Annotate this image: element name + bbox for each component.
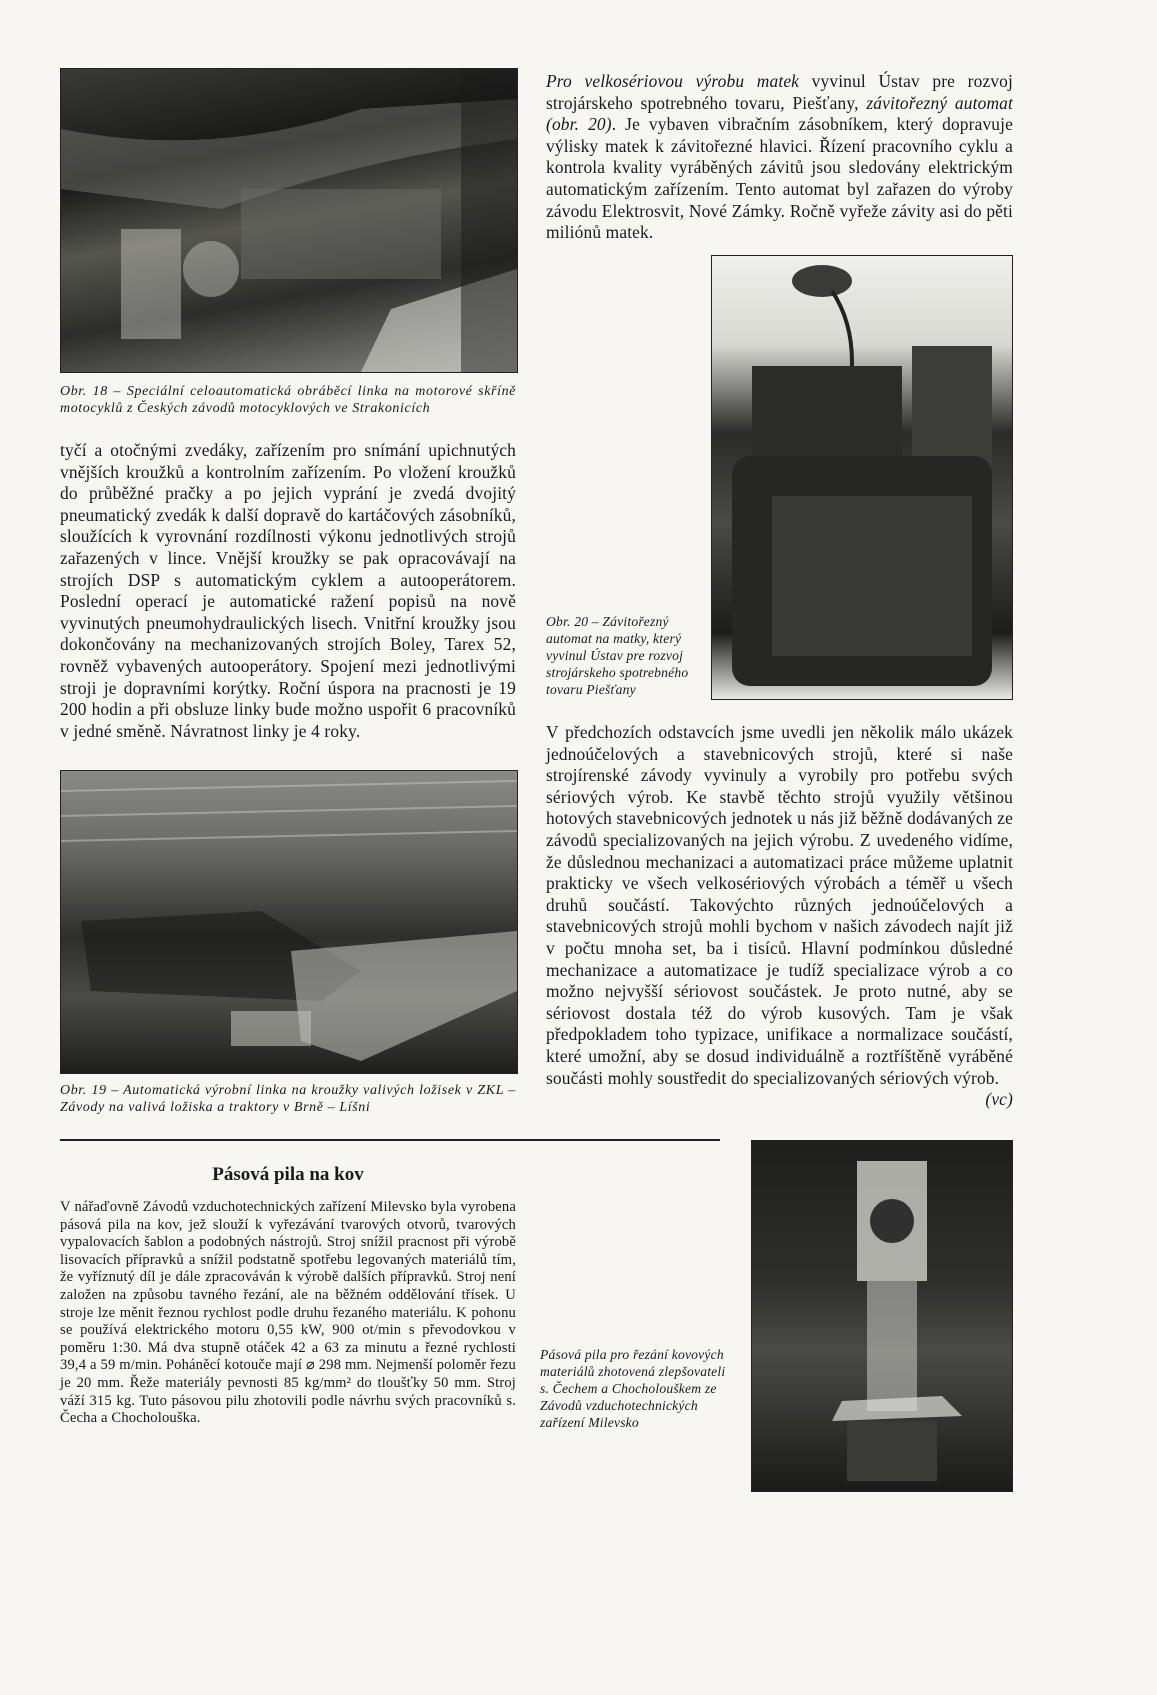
figure-20-photo xyxy=(711,255,1013,700)
author-signature: (vc) xyxy=(985,1089,1013,1110)
top-right-part-1: Pro velkosériovou výrobu matek xyxy=(546,71,800,91)
right-column-body xyxy=(546,722,1013,1111)
saw-article-heading: Pásová pila na kov xyxy=(212,1164,364,1185)
top-right-part-3: závitořezný automat (obr. 20) xyxy=(546,92,1013,135)
top-right-paragraph xyxy=(546,71,1013,244)
figure-19-caption: Obr. 19 – Automatická výrobní linka na kroužky valivých ložisek v ZKL – Závody na valivá ložiska a traktory v Brně – Líšni xyxy=(60,1083,516,1115)
figure-19-photo xyxy=(60,770,518,1074)
right-column-text: V předchozích odstavcích jsme uvedli jen několik málo ukázek jednoúčelových a stavebnicových strojů, které si naše strojírenské závody vyvinuly a vyrobily pro potřebu svých sériových výrob. Ke stavbě těchto strojů využily většinou hotových stavebnicových jednotek u nás již běžně dodávaných ze závodů specializovaných na jejich výrobu. Z uvedeného vidíme, že důslednou mechanizaci a automatizaci práce můžeme uplatnit prakticky ve všech velkosériových výrobách a téměř u všech druhů součástí. Takovýchto různých jednoúčelových a stavebnicových strojů mohli bychom v našich závodech najít již v počtu mnoha set, ba i tisíců. Hlavní podmínkou důsledné mechanizace a automatizace je tudíž specializace výrob a co možno nejvyšší sériovost součástek. Je proto nutné, aby se sériovost dostala též do výrob kusových. Tam je však předpokladem toho typizace, unifikace a normalizace součástí, které umožní, aby se dosud individuálně a roztříštěně vyráběné součásti mohly soustředit do specializovaných sériových výrob. xyxy=(546,722,1013,1088)
figure-18-caption: Obr. 18 – Speciální celoautomatická obráběcí linka na motorové skříně motocyklů z Českých závodů motocyklových ve Strakonicích xyxy=(60,384,516,416)
left-column-body: tyčí a otočnými zvedáky, zařízením pro snímání upichnutých vnějších kroužků a kontrolním zařízením. Po vložení kroužků do průběžné pračky a po jejich vyprání je zvedá dvojitý pneumatický zvedák k další dopravě do kartáčových zásobníků, sloužících k vyrovnání rozdílnosti výkonu jednotlivých strojů zařazených v lince. Vnější kroužky se pak opracovávají na strojích DSP s automatickým cyklem a autooperátorem. Poslední operací je automatické ražení popisů na nově vyvinutých pneumohydraulických lisech. Vnitřní kroužky jsou dokončovány na mechanizovaných strojích Boley, Tarex 52, rovněž vybavených autooperátory. Spojení mezi jednotlivými stroji je dopravními korýtky. Roční úspora na pracnosti je 19 200 hodin a při obsluze linky bude možno uspořit 6 pracovníků v jedné směně. Návratnost linky je 4 roky. xyxy=(60,440,516,741)
section-divider xyxy=(60,1139,720,1141)
saw-article-body: V nářaďovně Závodů vzduchotechnických zařízení Milevsko byla vyrobena pásová pila na kov, jež slouží k vyřezávání tvarových otvorů, tvarových vypalovacích šablon a podobných nástrojů. Stroj snížil pracnost při výrobě lisovacích přípravků a snížil podstatně spotřebu legovaných materiálů tím, že vyříznutý díl je dále zpracováván k výrobě dalších přípravků. Stroj není založen na způsobu tavného řezání, ale na běžném oddělování třísek. U stroje lze měnit řeznou rychlost podle druhu řezaného materiálu. K pohonu se používá elektrického motoru 0,55 kW, 900 ot/min s převodovkou v poměru 1:30. Má dva stupně otáček 42 a 63 za minutu a řezné rychlosti 39,4 a 59 m/min. Poháněcí kotouče mají ⌀ 298 mm. Nejmenší poloměr řezu je 20 mm. Řeže materiály pevnosti 85 kg/mm² do tloušťky 50 mm. Stroj váží 315 kg. Tuto pásovou pilu zhotovili podle návrhu svých pracovníků s. Čecha a Chocholouška. xyxy=(60,1199,516,1427)
band-saw-photo xyxy=(751,1140,1013,1492)
figure-18-photo xyxy=(60,68,518,373)
top-right-part-4: . Je vybaven vibračním zásobníkem, který dopravuje výlisky matek k závitořezné hlavici. Řízení pracovního cyklu a kontrola kvality vyráběných závitů jsou sledovány elektrickým automatickým zařízením. Tento automat byl zařazen do výroby závodu Elektrosvit, Nové Zámky. Ročně vyřeže závity asi do pěti miliónů matek. xyxy=(546,114,1013,243)
top-right-part-2: vyvinul Ústav pre rozvoj strojárskeho spotrebného tovaru, Piešťany, xyxy=(546,71,1013,113)
figure-20-caption: Obr. 20 – Závitořezný automat na matky, který vyvinul Ústav pre rozvoj strojárskeho spotrebného tovaru Piešťany xyxy=(546,614,689,697)
band-saw-caption: Pásová pila pro řezání kovových materiálů zhotovená zlepšovateli s. Čechem a Chocholouškem ze Závodů vzduchotechnických zařízení Milevsko xyxy=(540,1347,726,1430)
